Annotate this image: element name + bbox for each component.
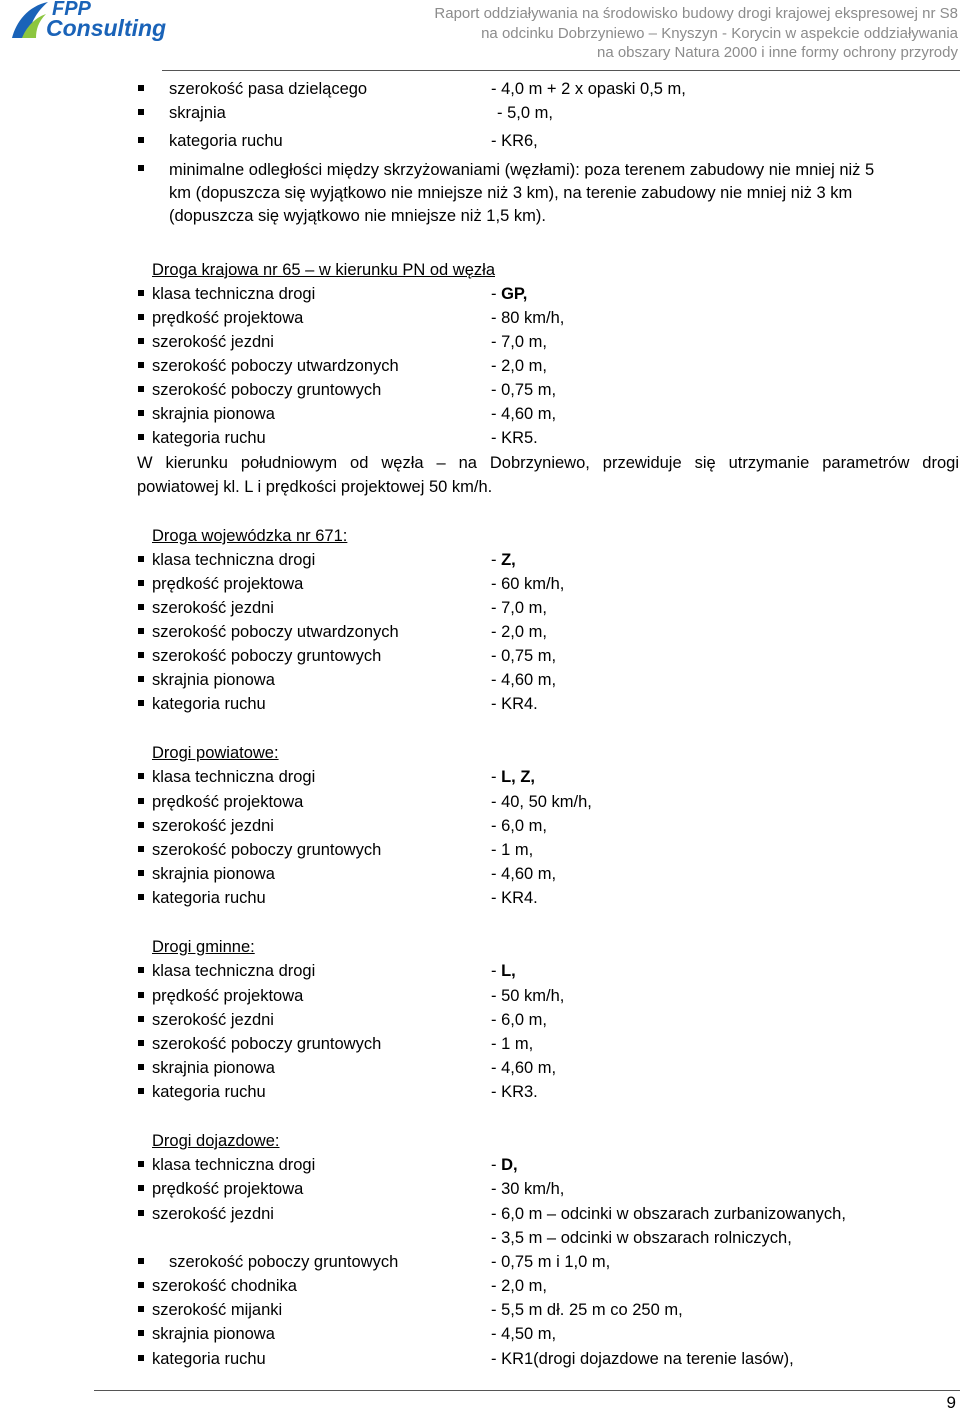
bullet-icon bbox=[138, 1088, 144, 1094]
param-label: skrajnia pionowa bbox=[152, 671, 275, 689]
param-label: kategoria ruchu bbox=[152, 1350, 266, 1368]
param-value: - 4,0 m + 2 x opaski 0,5 m, bbox=[491, 80, 686, 98]
param-label: skrajnia pionowa bbox=[152, 865, 275, 883]
param-value-bold: Z, bbox=[501, 551, 516, 569]
bullet-icon bbox=[138, 628, 144, 634]
param-value: - 4,50 m, bbox=[491, 1325, 557, 1343]
bullet-icon bbox=[138, 822, 144, 828]
param-value: - 2,0 m, bbox=[491, 623, 547, 641]
param-value: - 5,0 m, bbox=[497, 104, 553, 122]
section-note bbox=[137, 451, 959, 499]
bullet-icon bbox=[138, 290, 144, 296]
bullet-icon bbox=[138, 362, 144, 368]
param-label: prędkość projektowa bbox=[152, 309, 304, 327]
param-value: - 1 m, bbox=[491, 841, 534, 859]
param-label: skrajnia bbox=[169, 104, 226, 122]
footer-divider bbox=[94, 1390, 960, 1391]
param-value: - 0,75 m i 1,0 m, bbox=[491, 1253, 611, 1271]
bullet-icon bbox=[138, 410, 144, 416]
report-title-line: na odcinku Dobrzyniewo – Knyszyn - Korycin w aspekcie oddziaływania bbox=[481, 24, 958, 42]
param-value: - bbox=[491, 962, 502, 980]
bullet-icon bbox=[138, 580, 144, 586]
text-line: (dopuszcza się wyjątkowo nie mniejsze niż 1,5 km). bbox=[169, 207, 546, 225]
bullet-icon bbox=[138, 604, 144, 610]
bullet-icon bbox=[138, 773, 144, 779]
param-value-bold: L, Z, bbox=[501, 768, 536, 786]
bullet-icon bbox=[138, 967, 144, 973]
section-heading: Drogi dojazdowe: bbox=[152, 1132, 280, 1150]
bullet-icon bbox=[138, 137, 144, 143]
param-label: szerokość chodnika bbox=[152, 1277, 297, 1295]
text-line: W kierunku południowym od węzła – na Dobrzyniewo, przewiduje się utrzymanie parametrów drogi bbox=[137, 454, 959, 472]
param-label: szerokość poboczy gruntowych bbox=[152, 1035, 382, 1053]
param-value: - 0,75 m, bbox=[491, 381, 557, 399]
bullet-icon bbox=[138, 165, 144, 171]
param-label: kategoria ruchu bbox=[152, 889, 266, 907]
param-value: - KR4. bbox=[491, 695, 538, 713]
param-label: klasa techniczna drogi bbox=[152, 962, 316, 980]
report-title-line: Raport oddziaływania na środowisko budowy drogi krajowej ekspresowej nr S8 bbox=[434, 5, 958, 22]
bullet-icon bbox=[138, 1064, 144, 1070]
param-value: - bbox=[491, 1156, 502, 1174]
param-label: szerokość jezdni bbox=[152, 333, 274, 351]
bullet-icon bbox=[138, 85, 144, 91]
param-label: klasa techniczna drogi bbox=[152, 768, 316, 786]
param-value: - 0,75 m, bbox=[491, 647, 557, 665]
param-value: - KR3. bbox=[491, 1083, 538, 1101]
param-label: szerokość jezdni bbox=[152, 599, 274, 617]
param-value: - bbox=[491, 768, 502, 786]
param-label: szerokość poboczy utwardzonych bbox=[152, 623, 399, 641]
bullet-icon bbox=[138, 1040, 144, 1046]
logo-text-consulting: Consulting bbox=[46, 15, 167, 41]
report-title bbox=[434, 4, 958, 63]
bullet-icon bbox=[138, 556, 144, 562]
bullet-icon bbox=[138, 1210, 144, 1216]
param-value: - 6,0 m – odcinki w obszarach zurbanizowanych, bbox=[491, 1205, 846, 1223]
param-value: - 6,0 m, bbox=[491, 1011, 547, 1029]
bullet-icon bbox=[138, 1016, 144, 1022]
bullet-icon bbox=[138, 1161, 144, 1167]
param-value: - KR1(drogi dojazdowe na terenie lasów), bbox=[491, 1350, 794, 1368]
bullet-icon bbox=[138, 434, 144, 440]
param-label: kategoria ruchu bbox=[152, 695, 266, 713]
param-value: - KR4. bbox=[491, 889, 538, 907]
param-value: - KR5. bbox=[491, 429, 538, 447]
param-value: - 7,0 m, bbox=[491, 333, 547, 351]
param-label: szerokość poboczy gruntowych bbox=[169, 1253, 399, 1271]
param-label: skrajnia pionowa bbox=[152, 1325, 275, 1343]
param-value: - KR6, bbox=[491, 132, 538, 150]
bullet-icon bbox=[138, 1185, 144, 1191]
bullet-icon bbox=[138, 1282, 144, 1288]
param-value: - bbox=[491, 551, 502, 569]
param-value: - 4,60 m, bbox=[491, 865, 557, 883]
param-value: - 7,0 m, bbox=[491, 599, 547, 617]
section-heading: Droga krajowa nr 65 – w kierunku PN od węzła bbox=[152, 261, 495, 279]
bullet-icon bbox=[138, 870, 144, 876]
param-value: - 4,60 m, bbox=[491, 1059, 557, 1077]
param-label: szerokość jezdni bbox=[152, 1205, 274, 1223]
logo-text-fpp: FPP bbox=[52, 0, 91, 20]
bullet-icon bbox=[138, 846, 144, 852]
param-label: szerokość poboczy gruntowych bbox=[152, 647, 382, 665]
bullet-icon bbox=[138, 1306, 144, 1312]
header-divider bbox=[162, 70, 960, 71]
bullet-icon bbox=[138, 314, 144, 320]
min-distance-text bbox=[169, 159, 874, 228]
text-line: powiatowej kl. L i prędkości projektowej 50 km/h. bbox=[137, 478, 493, 496]
bullet-icon bbox=[138, 1330, 144, 1336]
param-label: szerokość mijanki bbox=[152, 1301, 283, 1319]
section-heading: Drogi gminne: bbox=[152, 938, 255, 956]
param-value-bold: L, bbox=[501, 962, 516, 980]
text-line: km (dopuszcza się wyjątkowo nie mniejsze niż 3 km), na terenie zabudowy nie mniej niż 3 km bbox=[169, 184, 853, 202]
bullet-icon bbox=[138, 109, 144, 115]
param-label: skrajnia pionowa bbox=[152, 1059, 275, 1077]
report-title-line: na obszary Natura 2000 i inne formy ochrony przyrody bbox=[596, 44, 958, 61]
section-heading: Drogi powiatowe: bbox=[152, 744, 279, 762]
param-value-bold: D, bbox=[501, 1156, 518, 1174]
param-value: - 2,0 m, bbox=[491, 357, 547, 375]
param-label: kategoria ruchu bbox=[152, 429, 266, 447]
section-heading: Droga wojewódzka nr 671: bbox=[152, 527, 348, 545]
bullet-icon bbox=[138, 338, 144, 344]
param-label: prędkość projektowa bbox=[152, 1180, 304, 1198]
param-value: - 40, 50 km/h, bbox=[491, 793, 592, 811]
list-item bbox=[0, 159, 960, 229]
fpp-consulting-logo bbox=[8, 0, 168, 44]
param-value: - 4,60 m, bbox=[491, 405, 557, 423]
bullet-icon bbox=[138, 652, 144, 658]
bullet-icon bbox=[138, 992, 144, 998]
param-label: szerokość pasa dzielącego bbox=[169, 80, 368, 98]
param-value-bold: GP, bbox=[501, 285, 528, 303]
param-label: kategoria ruchu bbox=[169, 132, 283, 150]
param-value: - 80 km/h, bbox=[491, 309, 565, 327]
param-value: - 2,0 m, bbox=[491, 1277, 547, 1295]
page-number: 9 bbox=[946, 1393, 956, 1412]
param-label: szerokość poboczy gruntowych bbox=[152, 841, 382, 859]
param-label: skrajnia pionowa bbox=[152, 405, 275, 423]
bullet-icon bbox=[138, 1258, 144, 1264]
bullet-icon bbox=[138, 894, 144, 900]
param-label: klasa techniczna drogi bbox=[152, 551, 316, 569]
param-value: - bbox=[491, 285, 502, 303]
param-value: - 4,60 m, bbox=[491, 671, 557, 689]
bullet-icon bbox=[138, 386, 144, 392]
param-label: klasa techniczna drogi bbox=[152, 285, 316, 303]
param-label: prędkość projektowa bbox=[152, 987, 304, 1005]
param-label: prędkość projektowa bbox=[152, 575, 304, 593]
param-label: szerokość jezdni bbox=[152, 817, 274, 835]
param-value: - 30 km/h, bbox=[491, 1180, 565, 1198]
bullet-icon bbox=[138, 1355, 144, 1361]
param-label: szerokość poboczy gruntowych bbox=[152, 381, 382, 399]
param-value: - 1 m, bbox=[491, 1035, 534, 1053]
param-value: - 3,5 m – odcinki w obszarach rolniczych, bbox=[491, 1229, 792, 1247]
param-label: prędkość projektowa bbox=[152, 793, 304, 811]
bullet-icon bbox=[138, 798, 144, 804]
param-label: szerokość poboczy utwardzonych bbox=[152, 357, 399, 375]
text-line: minimalne odległości między skrzyżowaniami (węzłami): poza terenem zabudowy nie mniej niż 5 bbox=[169, 161, 875, 179]
page-header bbox=[0, 0, 960, 72]
param-value: - 6,0 m, bbox=[491, 817, 547, 835]
bullet-icon bbox=[138, 700, 144, 706]
param-value: - 60 km/h, bbox=[491, 575, 565, 593]
param-value: - 50 km/h, bbox=[491, 987, 565, 1005]
param-label: klasa techniczna drogi bbox=[152, 1156, 316, 1174]
param-value: - 5,5 m dł. 25 m co 250 m, bbox=[491, 1301, 683, 1319]
param-label: kategoria ruchu bbox=[152, 1083, 266, 1101]
bullet-icon bbox=[138, 676, 144, 682]
param-label: szerokość jezdni bbox=[152, 1011, 274, 1029]
